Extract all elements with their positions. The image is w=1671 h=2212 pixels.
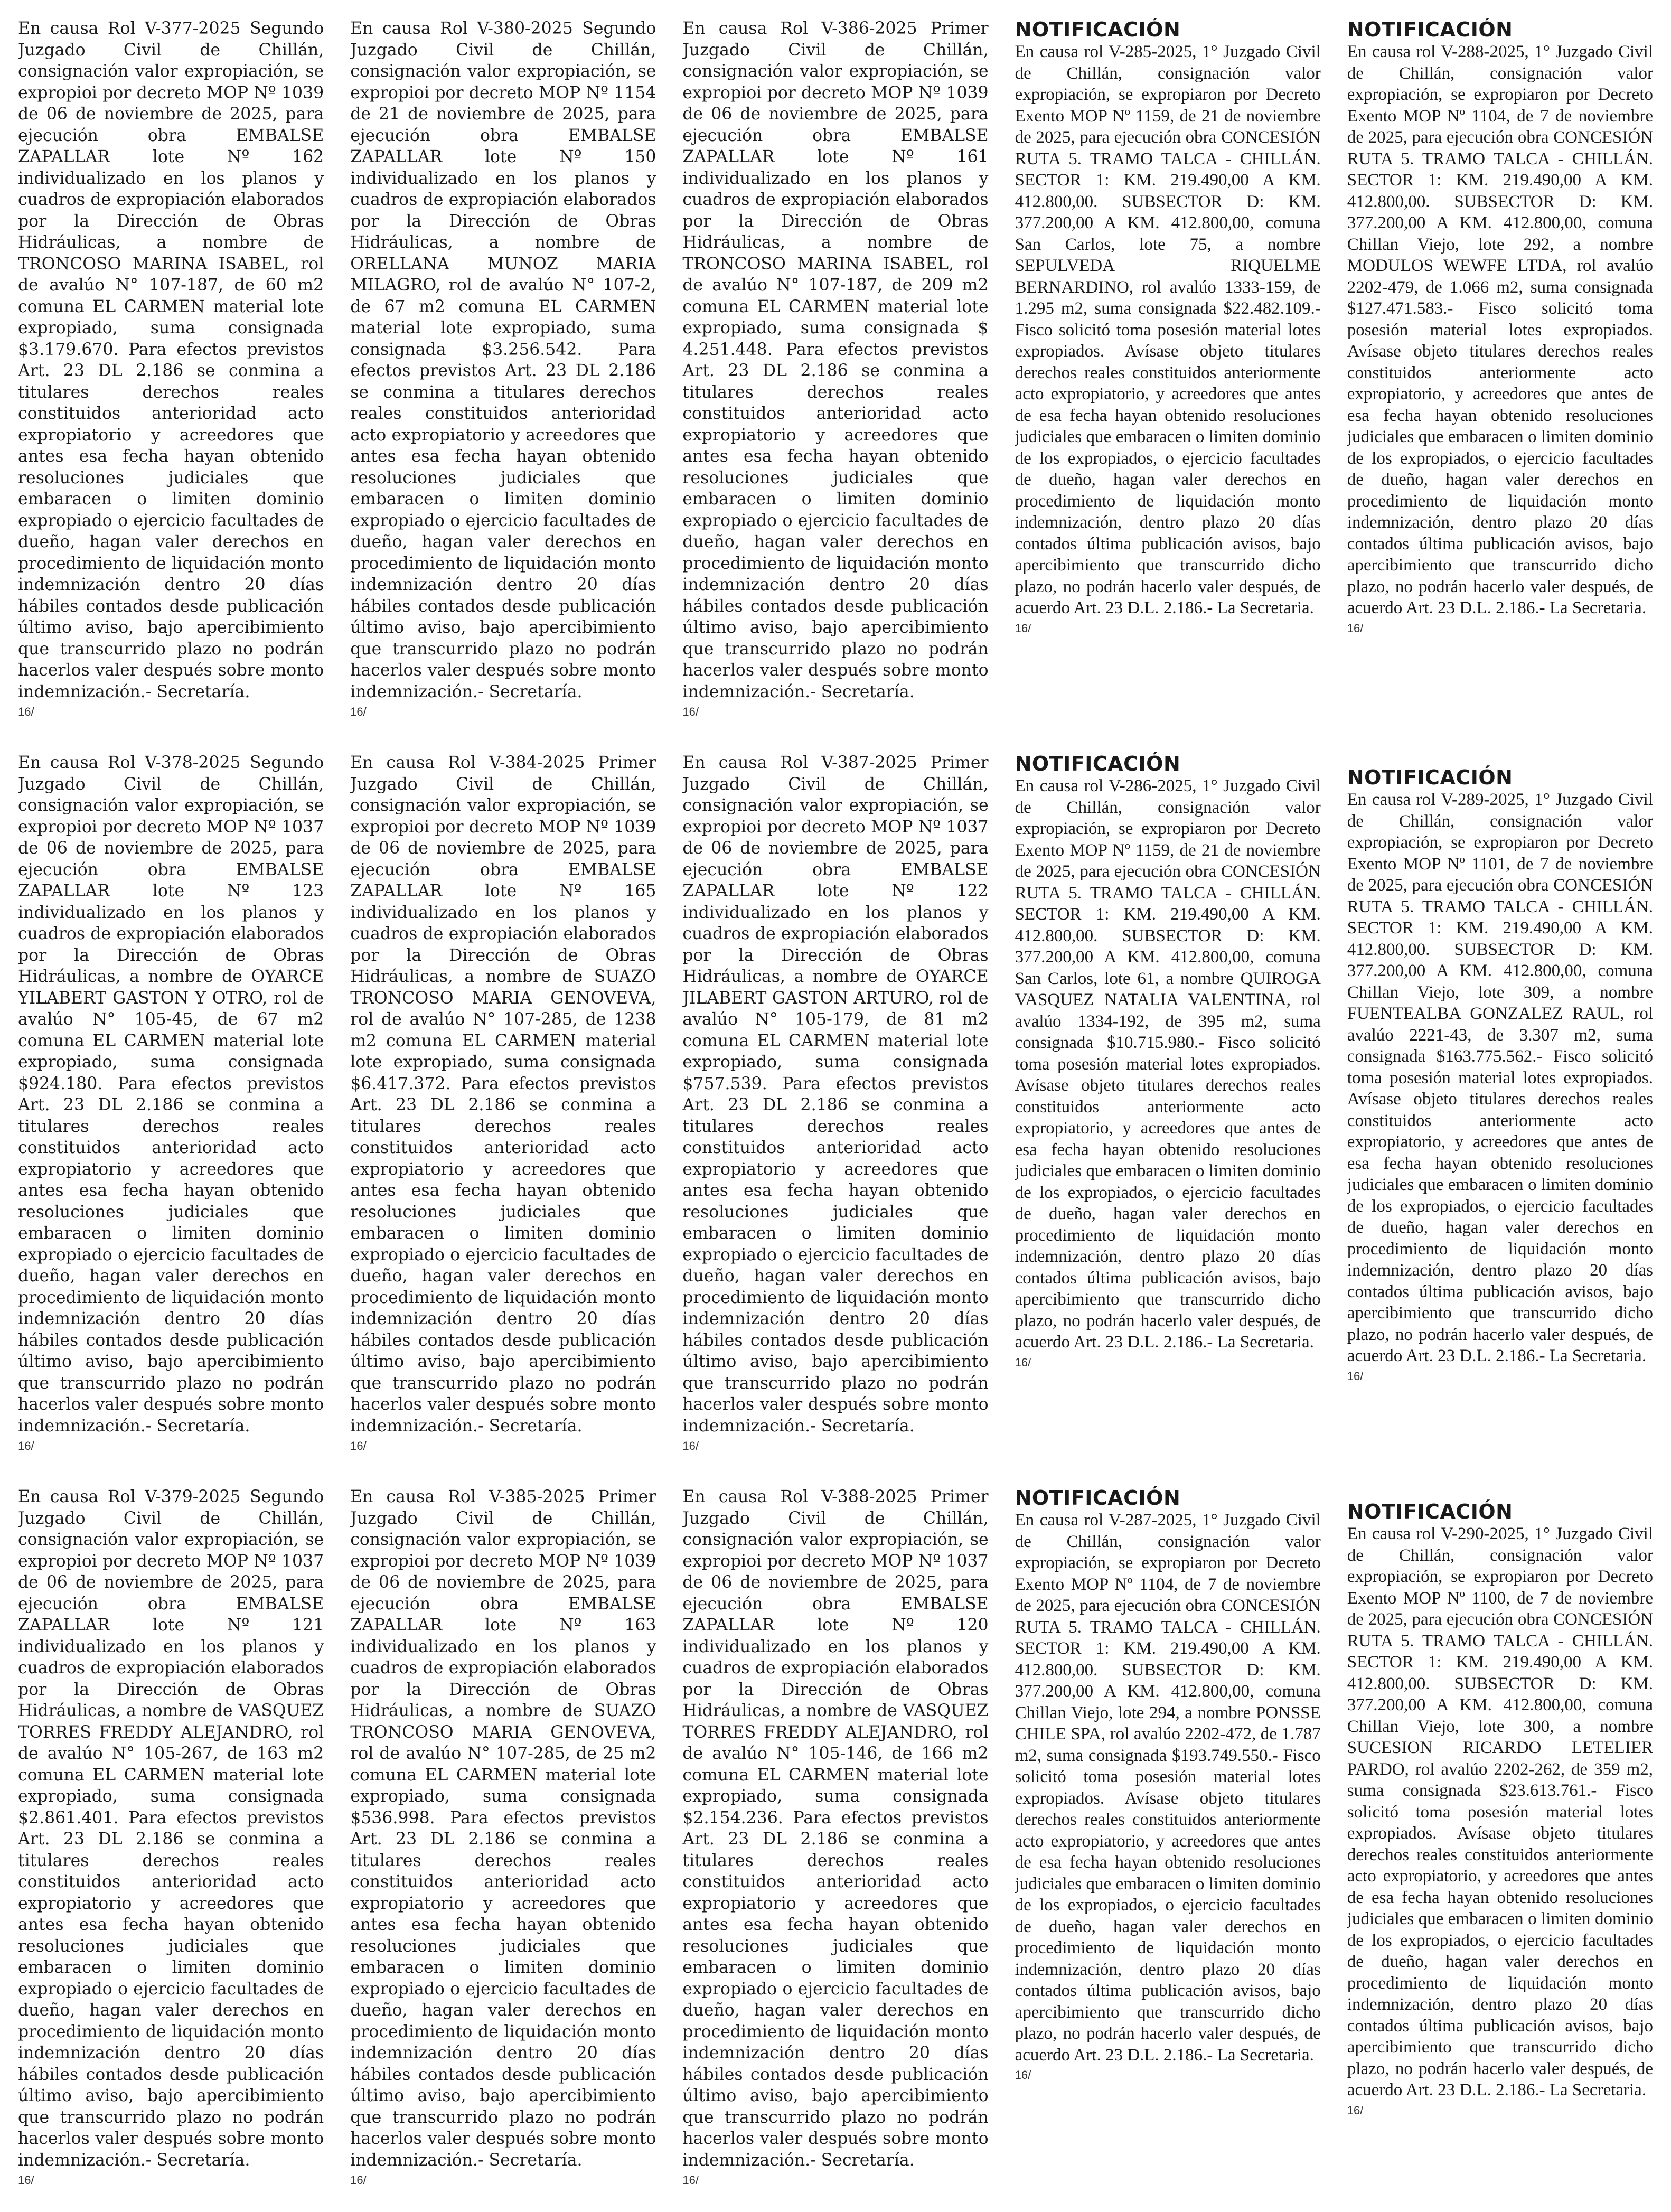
notice-heading: NOTIFICACIÓN xyxy=(1347,1500,1513,1523)
legal-notice xyxy=(1347,752,1653,1486)
notice-code: 16/ xyxy=(682,1439,699,1452)
notice-body: En causa rol V-289-2025, 1° Juzgado Civil de Chillán, consignación valor expropiación, se expropiaron por Decreto Exento MOP Nº 1101, de 7 de noviembre de 2025, para ejecución obra CONCESIÓN RUTA 5. TRAMO TALCA - CHILLÁN. SECTOR 1: KM. 219.490,00 A KM. 412.800,00. SUBSECTOR D: KM. 377.200,00 A KM. 412.800,00, comuna Chillan Viejo, lote 309, a nombre FUENTEALBA GONZALEZ RAUL, rol avalúo 2221-43, de 3.307 m2, suma consignada $163.775.562.- Fisco solicitó toma posesión material lotes expropiados. Avísase objeto titulares derechos reales constituidos anteriormente acto expropiatorio, y acreedores que antes de esa fecha hayan obtenido resoluciones judiciales que embaracen o limiten dominio de los expropiados, o ejercicio facultades de dueño, hagan valer derechos en procedimiento de liquidación monto indemnización, dentro plazo 20 días contados última publicación avisos, bajo apercibimiento que transcurrido dicho plazo, no podrán hacerlo valer después, de acuerdo Art. 23 D.L. 2.186.- La Secretaria. xyxy=(1347,790,1653,1365)
notice-body: En causa Rol V-379-2025 Segundo Juzgado Civil de Chillán, consignación valor expropiación, se expropioi por decreto MOP Nº 1037 de 06 de noviembre de 2025, para ejecución obra EMBALSE ZAPALLAR lote Nº 121 individualizado en los planos y cuadros de expropiación elaborados por la Dirección de Obras Hidráulicas, a nombre de VASQUEZ TORRES FREDDY ALEJANDRO, rol de avalúo N° 105-267, de 163 m2 comuna EL CARMEN material lote expropiado, suma consignada $2.861.401. Para efectos previstos Art. 23 DL 2.186 se conmina a titulares derechos reales constituidos anterioridad acto expropiatorio y acreedores que antes esa fecha hayan obtenido resoluciones judiciales que embaracen o limiten dominio expropiado o ejercicio facultades de dueño, hagan valer derechos en procedimiento de liquidación monto indemnización dentro 20 días hábiles contados desde publicación último aviso, bajo apercibimiento que transcurrido plazo no podrán hacerlos valer después sobre monto indemnización.- Secretaría. xyxy=(18,1487,324,2170)
notice-heading: NOTIFICACIÓN xyxy=(1015,752,1181,775)
notice-body: En causa rol V-285-2025, 1° Juzgado Civil de Chillán, consignación valor expropiación, se expropiaron por Decreto Exento MOP Nº 1159, de 21 de noviembre de 2025, para ejecución obra CONCESIÓN RUTA 5. TRAMO TALCA - CHILLÁN. SECTOR 1: KM. 219.490,00 A KM. 412.800,00. SUBSECTOR D: KM. 377.200,00 A KM. 412.800,00, comuna San Carlos, lote 75, a nombre SEPULVEDA RIQUELME BERNARDINO, rol avalúo 1333-159, de 1.295 m2, suma consignada $22.482.109.- Fisco solicitó toma posesión material lotes expropiados. Avísase objeto titulares derechos reales constituidos anteriormente acto expropiatorio, y acreedores que antes de esa fecha hayan obtenido resoluciones judiciales que embaracen o limiten dominio de los expropiados, o ejercicio facultades de dueño, hagan valer derechos en procedimiento de liquidación monto indemnización, dentro plazo 20 días contados última publicación avisos, bajo apercibimiento que transcurrido dicho plazo, no podrán hacerlo valer después, de acuerdo Art. 23 D.L. 2.186.- La Secretaria. xyxy=(1015,42,1321,617)
legal-notice xyxy=(1015,1486,1321,2199)
legal-notice xyxy=(18,752,324,1486)
notice-code: 16/ xyxy=(1347,2103,1364,2117)
notice-body: En causa Rol V-384-2025 Primer Juzgado Civil de Chillán, consignación valor expropiación, se expropioi por decreto MOP Nº 1039 de 06 de noviembre de 2025, para ejecución obra EMBALSE ZAPALLAR lote Nº 165 individualizado en los planos y cuadros de expropiación elaborados por la Dirección de Obras Hidráulicas, a nombre de SUAZO TRONCOSO MARIA GENOVEVA, rol de avalúo N° 107-285, de 1238 m2 comuna EL CARMEN material lote expropiado, suma consignada $6.417.372. Para efectos previstos Art. 23 DL 2.186 se conmina a titulares derechos reales constituidos anterioridad acto expropiatorio y acreedores que antes esa fecha hayan obtenido resoluciones judiciales que embaracen o limiten dominio expropiado o ejercicio facultades de dueño, hagan valer derechos en procedimiento de liquidación monto indemnización dentro 20 días hábiles contados desde publicación último aviso, bajo apercibimiento que transcurrido plazo no podrán hacerlos valer después sobre monto indemnización.- Secretaría. xyxy=(350,753,656,1436)
notice-heading: NOTIFICACIÓN xyxy=(1347,766,1513,789)
notice-code: 16/ xyxy=(682,2173,699,2187)
notice-body: En causa rol V-287-2025, 1° Juzgado Civil de Chillán, consignación valor expropiación, se expropiaron por Decreto Exento MOP Nº 1104, de 7 de noviembre de 2025, para ejecución obra CONCESIÓN RUTA 5. TRAMO TALCA - CHILLÁN. SECTOR 1: KM. 219.490,00 A KM. 412.800,00. SUBSECTOR D: KM. 377.200,00 A KM. 412.800,00, comuna Chillan Viejo, lote 294, a nombre PONSSE CHILE SPA, rol avalúo 2202-472, de 1.787 m2, suma consignada $193.749.550.- Fisco solicitó toma posesión material lotes expropiados. Avísase objeto titulares derechos reales constituidos anteriormente acto expropiatorio, y acreedores que antes de esa fecha hayan obtenido resoluciones judiciales que embaracen o limiten dominio de los expropiados, o ejercicio facultades de dueño, hagan valer derechos en procedimiento de liquidación monto indemnización, dentro plazo 20 días contados última publicación avisos, bajo apercibimiento que transcurrido dicho plazo, no podrán hacerlo valer después, de acuerdo Art. 23 D.L. 2.186.- La Secretaria. xyxy=(1015,1511,1321,2065)
notice-body: En causa rol V-288-2025, 1° Juzgado Civil de Chillán, consignación valor expropiación, se expropiaron por Decreto Exento MOP Nº 1104, de 7 de noviembre de 2025, para ejecución obra CONCESIÓN RUTA 5. TRAMO TALCA - CHILLÁN. SECTOR 1: KM. 219.490,00 A KM. 412.800,00. SUBSECTOR D: KM. 377.200,00 A KM. 412.800,00, comuna Chillan Viejo, lote 292, a nombre MODULOS WEWFE LTDA, rol avalúo 2202-479, de 1.066 m2, suma consignada $127.471.583.- Fisco solicitó toma posesión material lotes expropiados. Avísase objeto titulares derechos reales constituidos anteriormente acto expropiatorio, y acreedores que antes de esa fecha hayan obtenido resoluciones judiciales que embaracen o limiten dominio de los expropiados, o ejercicio facultades de dueño, hagan valer derechos en procedimiento de liquidación monto indemnización, dentro plazo 20 días contados última publicación avisos, bajo apercibimiento que transcurrido dicho plazo, no podrán hacerlo valer después, de acuerdo Art. 23 D.L. 2.186.- La Secretaria. xyxy=(1347,42,1653,617)
notice-body: En causa rol V-290-2025, 1° Juzgado Civil de Chillán, consignación valor expropiación, se expropiaron por Decreto Exento MOP Nº 1100, de 7 de noviembre de 2025, para ejecución obra CONCESIÓN RUTA 5. TRAMO TALCA - CHILLÁN. SECTOR 1: KM. 219.490,00 A KM. 412.800,00. SUBSECTOR D: KM. 377.200,00 A KM. 412.800,00, comuna Chillan Viejo, lote 300, a nombre SUCESION RICARDO LETELIER PARDO, rol avalúo 2202-262, de 359 m2, suma consignada $23.613.761.- Fisco solicitó toma posesión material lotes expropiados. Avísase objeto titulares derechos reales constituidos anteriormente acto expropiatorio, y acreedores que antes de esa fecha hayan obtenido resoluciones judiciales que embaracen o limiten dominio de los expropiados, o ejercicio facultades de dueño, hagan valer derechos en procedimiento de liquidación monto indemnización, dentro plazo 20 días contados última publicación avisos, bajo apercibimiento que transcurrido dicho plazo, no podrán hacerlo valer después, de acuerdo Art. 23 D.L. 2.186.- La Secretaria. xyxy=(1347,1524,1653,2099)
notice-heading: NOTIFICACIÓN xyxy=(1015,18,1181,41)
notice-code: 16/ xyxy=(350,1439,367,1452)
legal-notice xyxy=(350,18,656,752)
notice-code: 16/ xyxy=(1347,621,1364,635)
notice-heading: NOTIFICACIÓN xyxy=(1347,18,1513,41)
notice-heading: NOTIFICACIÓN xyxy=(1015,1486,1181,1510)
notice-code: 16/ xyxy=(1015,1355,1031,1369)
legal-notice xyxy=(1347,18,1653,752)
legal-notice xyxy=(682,752,988,1486)
legal-notice xyxy=(682,18,988,752)
legal-notice xyxy=(350,1486,656,2199)
notice-code: 16/ xyxy=(350,705,367,718)
notice-code: 16/ xyxy=(18,2173,34,2187)
legal-notice xyxy=(350,752,656,1486)
notice-code: 16/ xyxy=(18,1439,34,1452)
notice-body: En causa rol V-286-2025, 1° Juzgado Civil de Chillán, consignación valor expropiación, se expropiaron por Decreto Exento MOP Nº 1159, de 21 de noviembre de 2025, para ejecución obra CONCESIÓN RUTA 5. TRAMO TALCA - CHILLÁN. SECTOR 1: KM. 219.490,00 A KM. 412.800,00. SUBSECTOR D: KM. 377.200,00 A KM. 412.800,00, comuna San Carlos, lote 61, a nombre QUIROGA VASQUEZ NATALIA VALENTINA, rol avalúo 1334-192, de 395 m2, suma consignada $10.715.980.- Fisco solicitó toma posesión material lotes expropiados. Avísase objeto titulares derechos reales constituidos anteriormente acto expropiatorio, y acreedores que antes de esa fecha hayan obtenido resoluciones judiciales que embaracen o limiten dominio de los expropiados, o ejercicio facultades de dueño, hagan valer derechos en procedimiento de liquidación monto indemnización, dentro plazo 20 días contados última publicación avisos, bajo apercibimiento que transcurrido dicho plazo, no podrán hacerlo valer después, de acuerdo Art. 23 D.L. 2.186.- La Secretaria. xyxy=(1015,776,1321,1352)
notice-body: En causa Rol V-388-2025 Primer Juzgado Civil de Chillán, consignación valor expropiación, se expropioi por decreto MOP Nº 1037 de 06 de noviembre de 2025, para ejecución obra EMBALSE ZAPALLAR lote Nº 120 individualizado en los planos y cuadros de expropiación elaborados por la Dirección de Obras Hidráulicas, a nombre de VASQUEZ TORRES FREDDY ALEJANDRO, rol de avalúo N° 105-146, de 166 m2 comuna EL CARMEN material lote expropiado, suma consignada $2.154.236. Para efectos previstos Art. 23 DL 2.186 se conmina a titulares derechos reales constituidos anterioridad acto expropiatorio y acreedores que antes esa fecha hayan obtenido resoluciones judiciales que embaracen o limiten dominio expropiado o ejercicio facultades de dueño, hagan valer derechos en procedimiento de liquidación monto indemnización dentro 20 días hábiles contados desde publicación último aviso, bajo apercibimiento que transcurrido plazo no podrán hacerlos valer después sobre monto indemnización.- Secretaría. xyxy=(682,1487,989,2170)
notice-code: 16/ xyxy=(350,2173,367,2187)
legal-notice xyxy=(1015,18,1321,752)
legal-notice xyxy=(1015,752,1321,1486)
notice-code: 16/ xyxy=(1347,1369,1364,1383)
legal-notice xyxy=(18,18,324,752)
notice-code: 16/ xyxy=(1015,621,1031,635)
notice-body: En causa Rol V-378-2025 Segundo Juzgado Civil de Chillán, consignación valor expropiación, se expropioi por decreto MOP Nº 1037 de 06 de noviembre de 2025, para ejecución obra EMBALSE ZAPALLAR lote Nº 123 individualizado en los planos y cuadros de expropiación elaborados por la Dirección de Obras Hidráulicas, a nombre de OYARCE YILABERT GASTON Y OTRO, rol de avalúo N° 105-45, de 67 m2 comuna EL CARMEN material lote expropiado, suma consignada $924.180. Para efectos previstos Art. 23 DL 2.186 se conmina a titulares derechos reales constituidos anterioridad acto expropiatorio y acreedores que antes esa fecha hayan obtenido resoluciones judiciales que embaracen o limiten dominio expropiado o ejercicio facultades de dueño, hagan valer derechos en procedimiento de liquidación monto indemnización dentro 20 días hábiles contados desde publicación último aviso, bajo apercibimiento que transcurrido plazo no podrán hacerlos valer después sobre monto indemnización.- Secretaría. xyxy=(18,753,324,1436)
notice-body: En causa Rol V-387-2025 Primer Juzgado Civil de Chillán, consignación valor expropiación, se expropioi por decreto MOP Nº 1037 de 06 de noviembre de 2025, para ejecución obra EMBALSE ZAPALLAR lote Nº 122 individualizado en los planos y cuadros de expropiación elaborados por la Dirección de Obras Hidráulicas, a nombre de OYARCE JILABERT GASTON ARTURO, rol de avalúo N° 105-179, de 81 m2 comuna EL CARMEN material lote expropiado, suma consignada $757.539. Para efectos previstos Art. 23 DL 2.186 se conmina a titulares derechos reales constituidos anterioridad acto expropiatorio y acreedores que antes esa fecha hayan obtenido resoluciones judiciales que embaracen o limiten dominio expropiado o ejercicio facultades de dueño, hagan valer derechos en procedimiento de liquidación monto indemnización dentro 20 días hábiles contados desde publicación último aviso, bajo apercibimiento que transcurrido plazo no podrán hacerlos valer después sobre monto indemnización.- Secretaría. xyxy=(682,753,989,1436)
notice-code: 16/ xyxy=(682,705,699,718)
notice-body: En causa Rol V-377-2025 Segundo Juzgado Civil de Chillán, consignación valor expropiación, se expropioi por decreto MOP Nº 1039 de 06 de noviembre de 2025, para ejecución obra EMBALSE ZAPALLAR lote Nº 162 individualizado en los planos y cuadros de expropiación elaborados por la Dirección de Obras Hidráulicas, a nombre de TRONCOSO MARINA ISABEL, rol de avalúo N° 107-187, de 60 m2 comuna EL CARMEN material lote expropiado, suma consignada $3.179.670. Para efectos previstos Art. 23 DL 2.186 se conmina a titulares derechos reales constituidos anterioridad acto expropiatorio y acreedores que antes esa fecha hayan obtenido resoluciones judiciales que embaracen o limiten dominio expropiado o ejercicio facultades de dueño, hagan valer derechos en procedimiento de liquidación monto indemnización dentro 20 días hábiles contados desde publicación último aviso, bajo apercibimiento que transcurrido plazo no podrán hacerlos valer después sobre monto indemnización.- Secretaría. xyxy=(18,19,324,701)
notice-body: En causa Rol V-385-2025 Primer Juzgado Civil de Chillán, consignación valor expropiación, se expropioi por decreto MOP Nº 1039 de 06 de noviembre de 2025, para ejecución obra EMBALSE ZAPALLAR lote Nº 163 individualizado en los planos y cuadros de expropiación elaborados por la Dirección de Obras Hidráulicas, a nombre de SUAZO TRONCOSO MARIA GENOVEVA, rol de avalúo N° 107-285, de 25 m2 comuna EL CARMEN material lote expropiado, suma consignada $536.998. Para efectos previstos Art. 23 DL 2.186 se conmina a titulares derechos reales constituidos anterioridad acto expropiatorio y acreedores que antes esa fecha hayan obtenido resoluciones judiciales que embaracen o limiten dominio expropiado o ejercicio facultades de dueño, hagan valer derechos en procedimiento de liquidación monto indemnización dentro 20 días hábiles contados desde publicación último aviso, bajo apercibimiento que transcurrido plazo no podrán hacerlos valer después sobre monto indemnización.- Secretaría. xyxy=(350,1487,656,2170)
notice-code: 16/ xyxy=(18,705,34,718)
legal-notice xyxy=(1347,1486,1653,2199)
notice-code: 16/ xyxy=(1015,2068,1031,2082)
notice-body: En causa Rol V-380-2025 Segundo Juzgado Civil de Chillán, consignación valor expropiación, se expropioi por decreto MOP Nº 1154 de 21 de noviembre de 2025, para ejecución obra EMBALSE ZAPALLAR lote Nº 150 individualizado en los planos y cuadros de expropiación elaborados por la Dirección de Obras Hidráulicas, a nombre de ORELLANA MUNOZ MARIA MILAGRO, rol de avalúo N° 107-2, de 67 m2 comuna EL CARMEN material lote expropiado, suma consignada $3.256.542. Para efectos previstos Art. 23 DL 2.186 se conmina a titulares derechos reales constituidos anterioridad acto expropiatorio y acreedores que antes esa fecha hayan obtenido resoluciones judiciales que embaracen o limiten dominio expropiado o ejercicio facultades de dueño, hagan valer derechos en procedimiento de liquidación monto indemnización dentro 20 días hábiles contados desde publicación último aviso, bajo apercibimiento que transcurrido plazo no podrán hacerlos valer después sobre monto indemnización.- Secretaría. xyxy=(350,19,656,701)
legal-notice xyxy=(682,1486,988,2199)
notice-body: En causa Rol V-386-2025 Primer Juzgado Civil de Chillán, consignación valor expropiación, se expropioi por decreto MOP Nº 1039 de 06 de noviembre de 2025, para ejecución obra EMBALSE ZAPALLAR lote Nº 161 individualizado en los planos y cuadros de expropiación elaborados por la Dirección de Obras Hidráulicas, a nombre de TRONCOSO MARINA ISABEL, rol de avalúo N° 107-187, de 209 m2 comuna EL CARMEN material lote expropiado, suma consignada $ 4.251.448. Para efectos previstos Art. 23 DL 2.186 se conmina a titulares derechos reales constituidos anterioridad acto expropiatorio y acreedores que antes esa fecha hayan obtenido resoluciones judiciales que embaracen o limiten dominio expropiado o ejercicio facultades de dueño, hagan valer derechos en procedimiento de liquidación monto indemnización dentro 20 días hábiles contados desde publicación último aviso, bajo apercibimiento que transcurrido plazo no podrán hacerlos valer después sobre monto indemnización.- Secretaría. xyxy=(682,19,989,701)
legal-notice xyxy=(18,1486,324,2199)
